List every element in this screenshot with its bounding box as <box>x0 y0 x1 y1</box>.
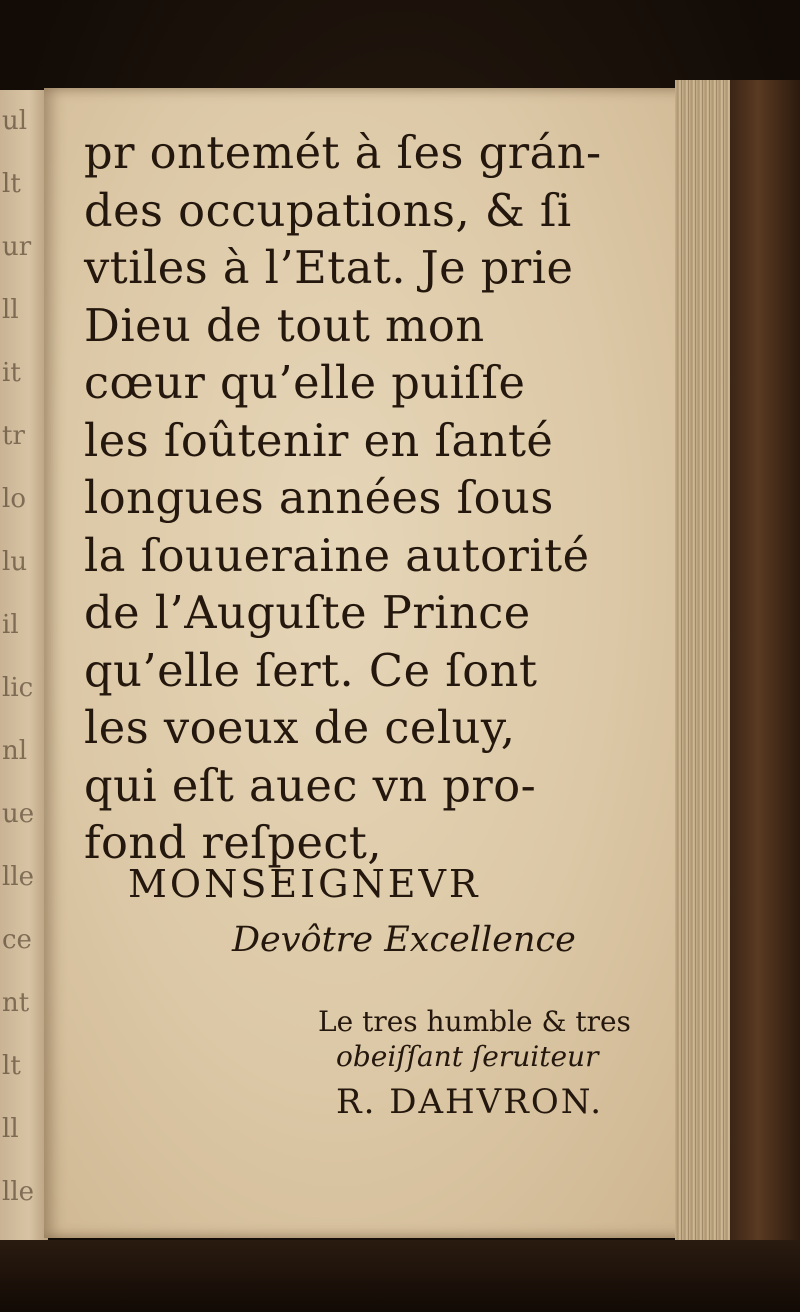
facing-page-fragment: lu <box>2 547 28 577</box>
closing-line: Devôtre Excellence <box>232 920 576 960</box>
facing-page-fragment: lt <box>2 169 21 199</box>
page-block-edge <box>675 80 730 1240</box>
text-line: fond reſpect, <box>84 816 383 869</box>
facing-page-fragment: ur <box>2 232 32 262</box>
facing-page-fragment: ll <box>2 295 19 325</box>
signature-line-1: Le tres humble & tres <box>318 1005 631 1038</box>
text-line: qui eſt auec vn pro- <box>84 758 537 812</box>
facing-page-fragment: lic <box>2 673 34 703</box>
facing-page-fragment: tr <box>2 421 25 451</box>
facing-page-fragment: lle <box>2 862 35 892</box>
text-line: qu’elle ſert. Ce ſont <box>84 643 538 697</box>
text-line: de l’Auguſte Prince <box>84 586 531 639</box>
text-line: des occupations, & ſi <box>84 183 572 237</box>
text-line: les voeux de celuy, <box>84 701 516 754</box>
text-line: pr ontemét à ſes grán- <box>84 126 602 179</box>
facing-page-fragment: lle <box>2 1177 35 1207</box>
facing-page-fragment: ul <box>2 106 28 136</box>
facing-page-fragment: ce <box>2 925 32 955</box>
salutation: MONSEIGNEVR <box>128 862 481 906</box>
facing-page-text <box>2 90 42 1250</box>
bottom-shadow <box>0 1240 800 1312</box>
signature-name: R. DAHVRON. <box>336 1082 604 1122</box>
facing-page-fragment: nt <box>2 988 30 1018</box>
text-line: vtiles à l’Etat. Je prie <box>84 241 574 294</box>
signature-line-2: obeiſſant ſeruiteur <box>336 1040 599 1073</box>
text-line: les ſoûtenir en ſanté <box>84 413 554 467</box>
text-line: cœur qu’elle puiſſe <box>84 356 526 409</box>
facing-page-fragment: lt <box>2 1051 21 1081</box>
facing-page-fragment: lo <box>2 484 26 514</box>
facing-page-fragment: ue <box>2 799 35 829</box>
text-line: Dieu de tout mon <box>84 298 485 352</box>
body-text <box>84 124 644 872</box>
facing-page-fragment: il <box>2 610 19 640</box>
facing-page-fragment: nl <box>2 736 28 766</box>
text-line: longues années ſous <box>84 471 554 524</box>
book-cover-board <box>730 80 800 1260</box>
facing-page-fragment: ll <box>2 1114 19 1144</box>
facing-page-fragment: it <box>2 358 21 388</box>
text-line: la ſouueraine autorité <box>84 528 590 582</box>
facing-page-edge <box>0 90 48 1250</box>
